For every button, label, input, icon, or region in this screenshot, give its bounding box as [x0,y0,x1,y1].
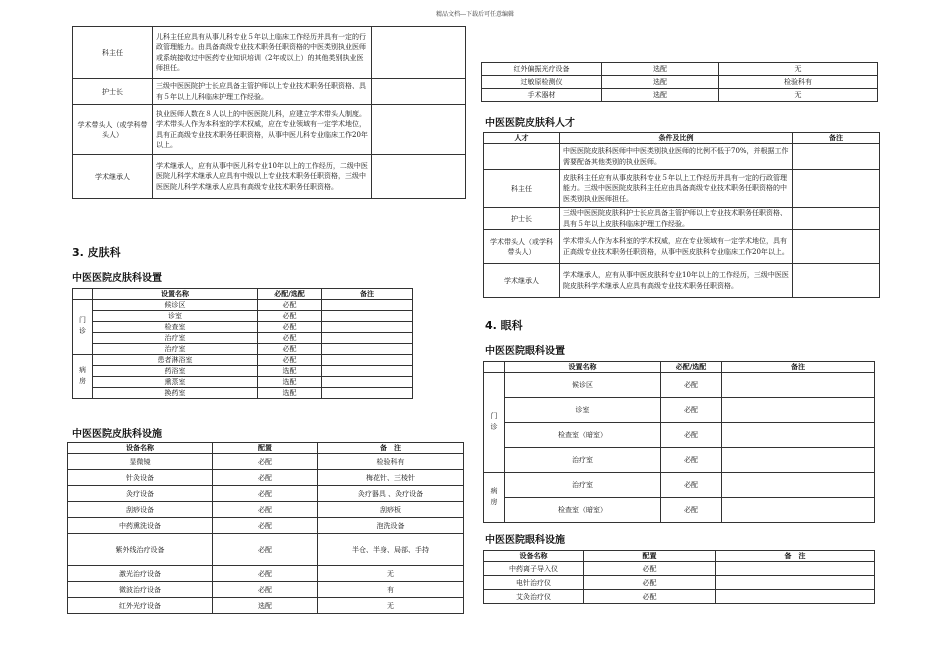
setup-note [722,423,875,448]
setup-note [322,355,413,366]
equipment-name: 灸疗设备 [68,486,213,502]
setup-note [722,498,875,523]
setup-row [484,373,875,398]
staff-role: 护士长 [73,79,153,105]
setup-note [322,388,413,399]
setup-name: 患者淋浴室 [93,355,258,366]
staff-condition: 皮肤科主任应有从事皮肤科专业５年以上工作经历并具有一定的行政管理能力。三级中医医院皮肤科主任应由具备高级专业技术职务任职资格的中医类别执业医师担任。 [560,170,793,208]
setup-required: 必配 [258,300,322,311]
col-header-note: 备注 [322,289,413,300]
eye-facility-title: 中医医院眼科设施 [485,535,565,546]
staff-note [372,27,466,79]
table-row [68,470,464,486]
col-header-condition: 条件及比例 [560,133,793,144]
col-header-equipment: 设备名称 [68,443,213,454]
equipment-config: 必配 [213,454,318,470]
setup-name: 诊室 [505,398,661,423]
setup-note [722,398,875,423]
setup-name: 诊室 [93,311,258,322]
staff-role: 护士长 [484,208,560,230]
equipment-name: 显微镜 [68,454,213,470]
equipment-config: 必配 [213,502,318,518]
setup-name: 候诊区 [93,300,258,311]
setup-note [322,366,413,377]
setup-group-label: 门诊 [484,373,505,473]
setup-note [322,333,413,344]
equipment-remark: 无 [719,63,878,76]
staff-row [484,208,880,230]
staff-condition: 执业医师人数在８人以上的中医医院儿科，应建立学术带头人制度。学术带头人作为本科室的学术权威，应在专业领域有一定学术地位，具有正高级专业技术职务任职资格，从事中医儿科专业临床工作20年以上。 [153,105,372,155]
equipment-name: 红外光疗设备 [68,598,213,614]
equipment-name: 微波治疗设备 [68,582,213,598]
staff-row [73,105,466,155]
setup-row [73,322,413,333]
setup-row [73,366,413,377]
setup-required: 必配 [661,398,722,423]
setup-row [73,344,413,355]
col-header-required: 必配/选配 [661,362,722,373]
setup-note [322,322,413,333]
equipment-remark [716,576,875,590]
col-header-note: 备注 [793,133,880,144]
equipment-config: 必配 [213,534,318,566]
equipment-name: 红外偏振光疗设备 [482,63,602,76]
derm-facility-cont-table [481,62,878,102]
staff-condition: 三级中医医院皮肤科护士长应具备主管护师以上专业技术职务任职资格、具有５年以上皮肤科临床护理工作经验。 [560,208,793,230]
equipment-remark: 检验科有 [719,76,878,89]
equipment-name: 中药熏洗设备 [68,518,213,534]
staff-role: 学术带头人（或学科带头人） [484,230,560,264]
col-header-remark: 备 注 [716,551,875,562]
staff-note [372,155,466,199]
equipment-name: 手术器材 [482,89,602,102]
eye-facility-table [483,550,875,604]
setup-name: 药浴室 [93,366,258,377]
staff-note [793,170,880,208]
equipment-remark [716,590,875,604]
setup-required: 选配 [258,377,322,388]
setup-note [322,344,413,355]
staff-row [484,230,880,264]
setup-required: 必配 [661,473,722,498]
setup-name: 治疗室 [93,344,258,355]
setup-row [484,498,875,523]
table-row [68,454,464,470]
staff-condition: 学术继承人，应有从事中医皮肤科专业10年以上的工作经历，三级中医医院皮肤科学术继承人应具有高级专业技术职务任职资格。 [560,264,793,298]
staff-row [484,264,880,298]
setup-required: 选配 [258,366,322,377]
setup-required: 必配 [661,423,722,448]
setup-row [484,473,875,498]
equipment-config: 选配 [213,598,318,614]
table-row [68,518,464,534]
staff-row [484,144,880,170]
col-header-note: 备注 [722,362,875,373]
equipment-name: 电针治疗仪 [484,576,584,590]
staff-note [793,144,880,170]
col-header-remark: 备 注 [318,443,464,454]
setup-required: 必配 [661,448,722,473]
staff-note [793,208,880,230]
equipment-remark: 检验科有 [318,454,464,470]
table-row [482,89,878,102]
equipment-config: 必配 [213,582,318,598]
staff-role: 科主任 [484,170,560,208]
equipment-remark: 泡洗设备 [318,518,464,534]
equipment-name: 紫外线治疗设备 [68,534,213,566]
equipment-config: 必配 [213,470,318,486]
staff-note [372,105,466,155]
staff-row [73,155,466,199]
equipment-remark: 无 [318,598,464,614]
staff-condition: 三级中医医院护士长应具备主管护师以上专业技术职务任职资格、具有５年以上儿科临床护理工作经验。 [153,79,372,105]
staff-role: 科主任 [73,27,153,79]
setup-row [484,448,875,473]
equipment-config: 选配 [602,89,719,102]
col-header-equipment: 设备名称 [484,551,584,562]
equipment-name: 过敏原检测仪 [482,76,602,89]
setup-name: 治疗室 [505,448,661,473]
setup-name: 熏蒸室 [93,377,258,388]
col-header-config: 配置 [584,551,716,562]
setup-required: 选配 [258,388,322,399]
col-header-config: 配置 [213,443,318,454]
staff-condition: 儿科主任应具有从事儿科专业５年以上临床工作经历并具有一定的行政管理能力。由具备高级专业技术职务任职资格的中医类别执业医师或系统接收过中医药专业知识培训（2年或以上）的其他类别执业医师担任。 [153,27,372,79]
equipment-remark: 无 [719,89,878,102]
staff-note [372,79,466,105]
staff-row [73,79,466,105]
derm-staff-table [483,132,880,298]
staff-row [484,170,880,208]
equipment-remark: 半仓、半身、局部、手持 [318,534,464,566]
table-row [68,582,464,598]
section-title-ophthalmology: 4. 眼科 [485,319,523,332]
setup-name: 检查室（暗室） [505,498,661,523]
table-row [484,590,875,604]
equipment-name: 艾灸治疗仪 [484,590,584,604]
table-row [484,562,875,576]
table-row [68,566,464,582]
equipment-name: 针灸设备 [68,470,213,486]
equipment-config: 选配 [602,76,719,89]
table-row [68,502,464,518]
setup-name: 检查室（暗室） [505,423,661,448]
setup-note [722,448,875,473]
derm-facility-table [67,442,464,614]
staff-condition: 学术带头人作为本科室的学术权威，应在专业领域有一定学术地位，具有正高级专业技术职务任职资格，从事中医皮肤科专业临床工作20年以上。 [560,230,793,264]
equipment-config: 必配 [584,562,716,576]
setup-required: 必配 [661,498,722,523]
setup-required: 必配 [258,355,322,366]
staff-note [793,264,880,298]
col-header-required: 必配/选配 [258,289,322,300]
equipment-config: 必配 [213,566,318,582]
page-header: 精品文档---下载后可任意编辑 [435,11,515,18]
setup-row [73,300,413,311]
equipment-config: 必配 [213,486,318,502]
table-row [68,486,464,502]
staff-condition: 中医医院皮肤科医师中中医类别执业医师的比例不低于70%，并根据工作需要配备其他类别的执业医师。 [560,144,793,170]
setup-note [722,473,875,498]
setup-row [73,388,413,399]
section-title-dermatology: 3. 皮肤科 [72,246,121,259]
equipment-config: 必配 [213,518,318,534]
staff-role: 学术继承人 [73,155,153,199]
derm-facility-title: 中医医院皮肤科设施 [72,429,162,440]
staff-note [793,230,880,264]
setup-row [73,333,413,344]
equipment-remark: 刮痧板 [318,502,464,518]
pediatric-staff-table [72,26,466,199]
table-row [482,63,878,76]
equipment-remark: 梅花针、三棱针 [318,470,464,486]
setup-required: 必配 [258,333,322,344]
eye-setup-table [483,361,875,523]
setup-note [722,373,875,398]
equipment-name: 激光治疗设备 [68,566,213,582]
eye-setup-title: 中医医院眼科设置 [485,346,565,357]
equipment-remark: 无 [318,566,464,582]
staff-role: 学术带头人（或学科带头人） [73,105,153,155]
col-header-blank [73,289,93,300]
derm-setup-table [72,288,413,399]
staff-row [73,27,466,79]
col-header-talent: 人才 [484,133,560,144]
derm-setup-title: 中医医院皮肤科设置 [72,273,162,284]
setup-row [73,311,413,322]
col-header-setup-name: 设置名称 [93,289,258,300]
setup-name: 换药室 [93,388,258,399]
setup-group-label: 病房 [484,473,505,523]
setup-note [322,311,413,322]
equipment-remark: 灸疗器具 、灸疗设备 [318,486,464,502]
table-row [68,598,464,614]
equipment-name: 中药离子导入仪 [484,562,584,576]
derm-staff-title: 中医医院皮肤科人才 [485,118,575,129]
equipment-name: 刮痧设备 [68,502,213,518]
setup-row [73,355,413,366]
setup-required: 必配 [258,322,322,333]
setup-row [484,423,875,448]
staff-role [484,144,560,170]
setup-name: 检查室 [93,322,258,333]
setup-group-label: 病房 [73,355,93,399]
setup-row [73,377,413,388]
setup-required: 必配 [258,311,322,322]
setup-group-label: 门诊 [73,300,93,355]
table-row [484,576,875,590]
equipment-remark [716,562,875,576]
setup-required: 必配 [258,344,322,355]
equipment-config: 必配 [584,590,716,604]
setup-name: 治疗室 [93,333,258,344]
equipment-remark: 有 [318,582,464,598]
setup-note [322,377,413,388]
setup-required: 必配 [661,373,722,398]
table-row [68,534,464,566]
equipment-config: 选配 [602,63,719,76]
staff-condition: 学术继承人，应有从事中医儿科专业10年以上的工作经历，二级中医医院儿科学术继承人应具有中级以上专业技术职务任职资格，三级中医医院儿科学术继承人应具有高级专业技术职务任职资格。 [153,155,372,199]
table-row [482,76,878,89]
equipment-config: 必配 [584,576,716,590]
setup-name: 治疗室 [505,473,661,498]
setup-note [322,300,413,311]
setup-name: 候诊区 [505,373,661,398]
staff-role: 学术继承人 [484,264,560,298]
col-header-blank [484,362,505,373]
setup-row [484,398,875,423]
col-header-setup-name: 设置名称 [505,362,661,373]
